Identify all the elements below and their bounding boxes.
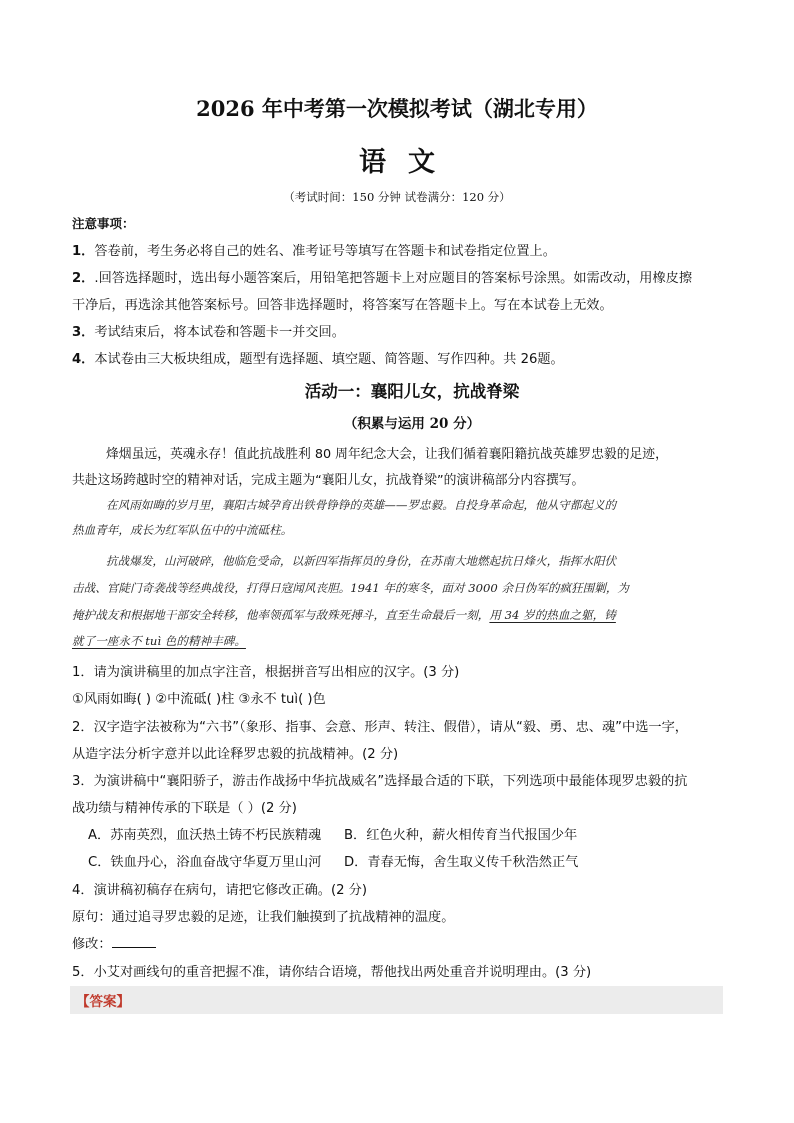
speech-line <box>72 607 616 623</box>
notice-item-number: 2． <box>72 271 95 286</box>
speech-text: 掩护战友和根据地干部安全转移，他率领孤军与敌殊死搏斗，直至生命最后一刻， <box>72 608 490 622</box>
notice-item-text: 干净后，再选涂其他答案标号。回答非选择题时，将答案写在答题卡上。写在本试卷上无效。 <box>72 298 613 313</box>
question-3-continued: 战功绩与精神传承的下联是（ ）(2 分) <box>72 801 297 816</box>
notice-item <box>72 240 556 259</box>
notice-heading: 注意事项： <box>72 216 135 231</box>
question-4: 4．演讲稿初稿存在病句，请把它修改正确。(2 分) <box>72 883 368 898</box>
speech-line: 热血青年，成长为红军队伍中的中流砥柱。 <box>72 523 293 537</box>
notice-item-text: .回答选择题时，选出每小题答案后，用铅笔把答题卡上对应题目的答案标号涂黑。如需改动，用橡皮擦 <box>94 271 693 286</box>
question-5: 5．小艾对画线句的重音把握不准，请你结合语境，帮他找出两处重音并说明理由。(3 分) <box>72 965 592 980</box>
notice-item-text: 答卷前，考生务必将自己的姓名、准考证号等填写在答题卡和试卷指定位置上。 <box>94 244 556 259</box>
answer-bar <box>70 986 723 1014</box>
underlined-sentence: 就了一座永不 tuì 色的精神丰碑。 <box>72 634 246 648</box>
underlined-sentence: 用 34 岁的热血之躯，铸 <box>489 608 616 622</box>
notice-item-continued <box>72 294 613 313</box>
notice-item-number: 3． <box>72 325 95 340</box>
question-4-revision <box>72 933 156 952</box>
revision-label: 修改： <box>72 937 112 952</box>
question-1: 1．请为演讲稿里的加点字注音，根据拼音写出相应的汉字。(3 分) <box>72 665 460 680</box>
question-1-options: ①风雨如晦( ) ②中流砥( )柱 ③永不 tuì( )色 <box>72 692 326 707</box>
notice-item-text: 本试卷由三大板块组成，题型有选择题、填空题、简答题、写作四种。共 26题。 <box>94 352 564 367</box>
notice-item-text: 考试结束后，将本试卷和答题卡一并交回。 <box>94 325 345 340</box>
notice-item-number: 4． <box>72 352 95 367</box>
option-b: B．红色火种，薪火相传育当代报国少年 <box>344 828 578 843</box>
question-4-original: 原句：通过追寻罗忠毅的足迹，让我们触摸到了抗战精神的温度。 <box>72 910 455 925</box>
answer-blank[interactable] <box>112 935 156 948</box>
speech-line: 在风雨如晦的岁月里，襄阳古城孕育出铁骨铮铮的英雄——罗忠毅。自投身革命起，他从守都起义的 <box>106 498 617 512</box>
intro-paragraph-line: 共赴这场跨越时空的精神对话，完成主题为“襄阳儿女，抗战脊梁”的演讲稿部分内容撰写。 <box>72 473 585 488</box>
notice-item <box>72 321 345 340</box>
section-subtitle: （积累与运用 20 分） <box>343 416 481 432</box>
question-2-continued: 从造字法分析字意并以此诠释罗忠毅的抗战精神。(2 分) <box>72 747 399 762</box>
option-a: A．苏南英烈，血沃热土铸不朽民族精魂 <box>88 828 322 843</box>
intro-paragraph-line: 烽烟虽远，英魂永存！值此抗战胜利 80 周年纪念大会，让我们循着襄阳籍抗战英雄罗忠毅的足迹， <box>106 447 668 462</box>
notice-item <box>72 348 564 367</box>
exam-info: （考试时间：150 分钟 试卷满分：120 分） <box>283 190 511 204</box>
exam-title: 2026 年中考第一次模拟考试（湖北专用） <box>196 96 598 121</box>
notice-item-number: 1． <box>72 244 95 259</box>
question-3: 3．为演讲稿中“襄阳骄子，游击作战扬中华抗战威名”选择最合适的下联，下列选项中最能体现罗忠毅的抗 <box>72 774 688 789</box>
speech-line: 抗战爆发，山河破碎，他临危受命，以新四军指挥员的身份，在苏南大地燃起抗日烽火，指挥水阳伏 <box>106 554 617 568</box>
subject-title: 语文 <box>359 147 457 178</box>
notice-item <box>72 267 692 286</box>
option-d: D．青春无悔，舍生取义传千秋浩然正气 <box>344 855 579 870</box>
answer-label: 【答案】 <box>76 994 130 1010</box>
option-c: C．铁血丹心，浴血奋战守华夏万里山河 <box>88 855 322 870</box>
question-2: 2．汉字造字法被称为“六书”（象形、指事、会意、形声、转注、假借），请从“毅、勇、忠、魂”中选一字， <box>72 720 688 735</box>
speech-line: 击战、官陡门奇袭战等经典战役，打得日寇闻风丧胆。1941 年的寒冬，面对 3000 余日伪军的疯狂围剿，为 <box>72 581 630 595</box>
section-title: 活动一：襄阳儿女，抗战脊梁 <box>304 382 520 401</box>
